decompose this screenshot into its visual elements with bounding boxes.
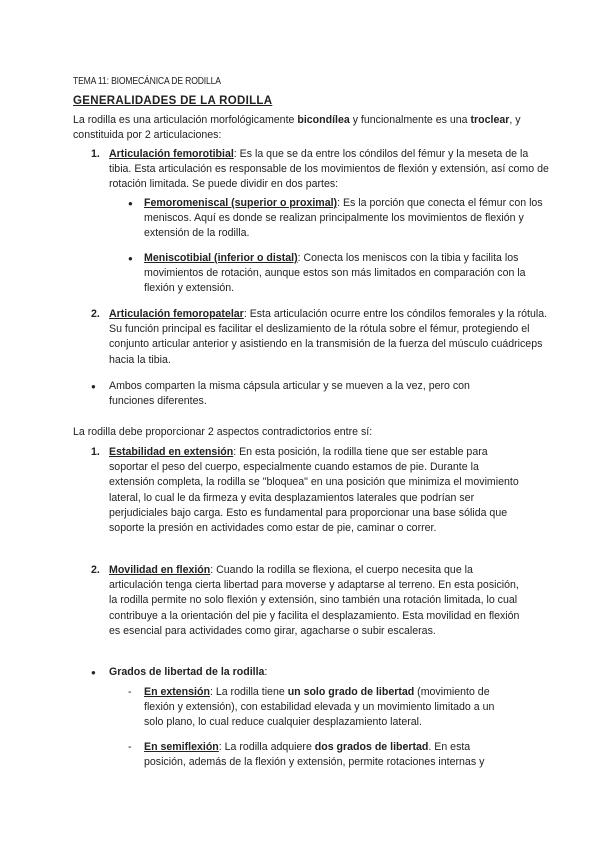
section-heading: GENERALIDADES DE LA RODILLA	[73, 95, 273, 107]
dash-marker: -	[128, 686, 132, 698]
femoropatelar-title: Articulación femoropatelar	[109, 308, 244, 320]
document-header-title: TEMA 11: BIOMECÁNICA DE RODILLA	[73, 75, 221, 87]
bullet-icon: ●	[128, 199, 133, 208]
stability-item: Estabilidad en extensión: En esta posición, la rodilla tiene que ser estable para soportar el peso del cuerpo, especialmente cuando estamos de pie. Durante la extensión completa, la rodilla se "bloquea" en una posición que minimiza el movimiento lateral, lo cual le da firmeza y evita desplazamientos laterales que podrían ser perjudiciales bajo carga. Esto es fundamental para proporcionar una base sólida que soporte la presión en actividades como estar de pie, caminar o correr.	[109, 446, 519, 535]
extension-title: En extensión	[144, 686, 210, 698]
mobility-item: Movilidad en flexión: Cuando la rodilla se flexiona, el cuerpo necesita que la articulación tenga cierta libertad para moverse y adaptarse al terreno. En esta posición, la rodilla permite no solo flexión y extensión, sino también una rotación limitada, lo cual contribuye a la orientación del pie y facilita el desplazamiento. Esta movilidad en flexión es esencial para actividades como girar, agacharse o subir escaleras.	[109, 564, 520, 637]
bullet-icon: ●	[91, 382, 96, 391]
bold-troclear: troclear	[470, 114, 510, 126]
contradictory-intro: La rodilla debe proporcionar 2 aspectos contradictorios entre sí:	[73, 426, 373, 438]
bold-bicondilea: bicondílea	[297, 114, 350, 126]
degrees-freedom-heading: Grados de libertad de la rodilla:	[109, 666, 268, 678]
list-number-2: 2.	[91, 308, 100, 320]
list-number-1: 1.	[91, 148, 100, 160]
intro-paragraph: La rodilla es una articulación morfológicamente bicondílea y funcionalmente es una troclear, y constituida por 2 articulaciones:	[73, 114, 521, 142]
semiflexion-title: En semiflexión	[144, 741, 219, 753]
dash-marker: -	[128, 741, 132, 753]
femoropatelar-item: Articulación femoropatelar: Esta articulación ocurre entre los cóndilos femorales y la rótula. Su función principal es facilitar el deslizamiento de la rótula sobre el fémur, protegiendo el conjunto articular anterior y asistiendo en la transmisión de la fuerza del músculo cuádriceps hacia la tibia.	[109, 308, 548, 366]
femoromeniscal-title: Femoromeniscal (superior o proximal)	[144, 197, 338, 209]
list-number-1: 1.	[91, 446, 100, 458]
extension-freedom-item: En extensión: La rodilla tiene un solo grado de libertad (movimiento de flexión y extensión), con estabilidad elevada y un movimiento limitado a un solo plano, lo cual reduce cualquier desplazamiento lateral.	[144, 686, 495, 729]
stability-title: Estabilidad en extensión	[109, 446, 234, 458]
list-number-2: 2.	[91, 564, 100, 576]
femorotibial-item: Articulación femorotibial: Es la que se da entre los cóndilos del fémur y la meseta de la tibia. Esta articulación es responsable de los movimientos de flexión y extensión, así como de rotación limitada. Se puede dividir en dos partes:	[109, 148, 549, 191]
bullet-icon: ●	[91, 668, 96, 677]
mobility-title: Movilidad en flexión	[109, 564, 211, 576]
femorotibial-title: Articulación femorotibial	[109, 148, 234, 160]
femoromeniscal-item: Femoromeniscal (superior o proximal): Es la porción que conecta el fémur con los meniscos. Aquí es donde se realizan principalmente los movimientos de flexión y extensión de la rodilla.	[144, 197, 543, 240]
meniscotibial-item: Meniscotibial (inferior o distal): Conecta los meniscos con la tibia y facilita los movimientos de rotación, aunque estos son más limitados en comparación con la flexión y extensión.	[144, 252, 526, 295]
meniscotibial-title: Meniscotibial (inferior o distal)	[144, 252, 298, 264]
shared-capsule-note: Ambos comparten la misma cápsula articular y se mueven a la vez, pero con funciones diferentes.	[109, 380, 470, 408]
bullet-icon: ●	[128, 254, 133, 263]
semiflexion-freedom-item: En semiflexión: La rodilla adquiere dos grados de libertad. En esta posición, además de la flexión y extensión, permite rotaciones internas y	[144, 741, 485, 769]
